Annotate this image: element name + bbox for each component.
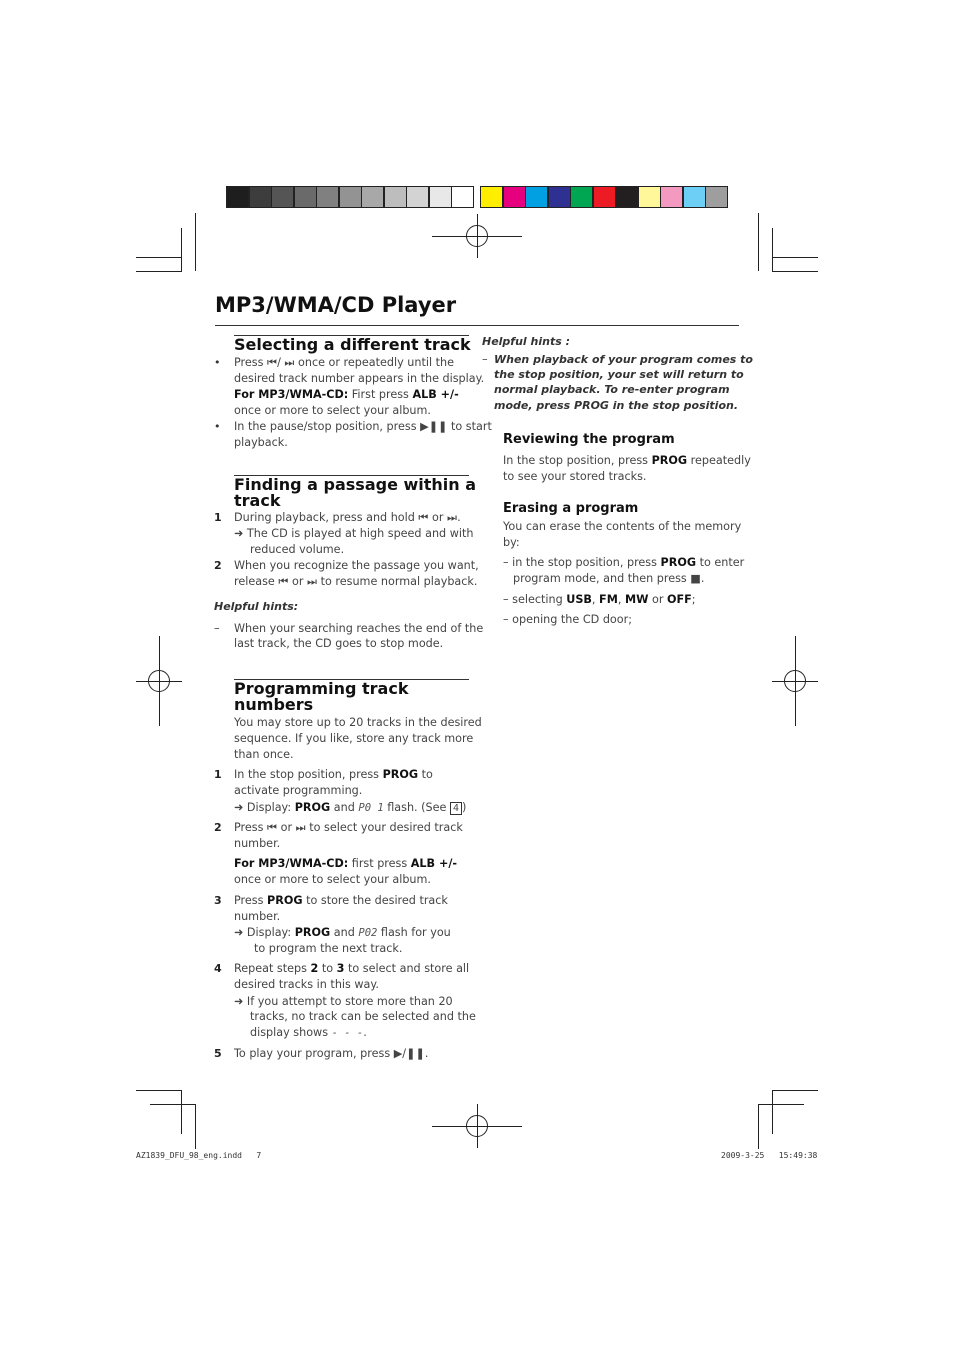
body-line: – in the stop position, press PROG to enter: [503, 556, 745, 569]
color-swatch: [249, 186, 272, 208]
lcd-display-text: - - -: [331, 1027, 364, 1039]
hint-line: mode, press PROG in the stop position.: [494, 399, 739, 412]
body-line: than once.: [234, 748, 294, 761]
body-line: to program the next track.: [254, 942, 403, 955]
step-number: 4: [214, 962, 222, 975]
color-swatch: [294, 186, 317, 208]
color-swatch: [615, 186, 638, 208]
body-line: For MP3/WMA-CD: first press ALB +/-: [234, 857, 458, 870]
crop-mark: [195, 213, 196, 271]
body-line: number.: [234, 910, 281, 923]
body-line: – selecting USB, FM, MW or OFF;: [503, 593, 696, 606]
lcd-display-text: P02: [358, 927, 378, 939]
body-line: You can erase the contents of the memory: [503, 520, 742, 533]
color-swatch: [384, 186, 407, 208]
step-number: 3: [214, 894, 222, 907]
body-line: ➜ Display: PROG and P02 flash for you: [234, 926, 451, 939]
crop-mark: [136, 1090, 182, 1091]
body-line: In the stop position, press PROG to: [234, 768, 433, 781]
crop-mark: [758, 1104, 759, 1149]
body-line: by:: [503, 536, 520, 549]
section-heading-programming: Programming track: [234, 679, 409, 698]
hint-line: the stop position, your set will return to: [494, 368, 744, 381]
crop-mark: [150, 1104, 196, 1105]
color-swatch: [316, 186, 339, 208]
section-heading-finding: Finding a passage within a: [234, 475, 477, 494]
step-number: 1: [214, 511, 222, 524]
body-line: Press ⏮/ ⏭ once or repeatedly until the: [234, 356, 454, 369]
color-swatch: [451, 186, 474, 208]
color-swatch: [705, 186, 728, 208]
registration-circle-icon: [466, 1115, 488, 1137]
registration-circle-icon: [784, 670, 806, 692]
color-swatch: [683, 186, 706, 208]
step-number: 5: [214, 1047, 222, 1060]
body-line: When you recognize the passage you want,: [234, 559, 479, 572]
step-number: 2: [214, 821, 222, 834]
body-line: last track, the CD goes to stop mode.: [234, 637, 444, 650]
registration-circle-icon: [466, 225, 488, 247]
color-swatch: [406, 186, 429, 208]
section-heading-selecting: Selecting a different track: [234, 335, 471, 354]
body-line: display shows - - -.: [250, 1026, 367, 1039]
section-heading-finding: track: [234, 491, 281, 510]
bullet-icon: •: [214, 356, 221, 369]
body-line: You may store up to 20 tracks in the desired: [234, 716, 482, 729]
hint-line: When playback of your program comes to: [494, 353, 753, 366]
body-line: once or more to select your album.: [234, 404, 431, 417]
body-line: – opening the CD door;: [503, 613, 632, 626]
body-line: ➜ If you attempt to store more than 20: [234, 995, 453, 1008]
color-swatch: [548, 186, 571, 208]
body-line: During playback, press and hold ⏮ or ⏭.: [234, 511, 461, 524]
body-line: release ⏮ or ⏭ to resume normal playback.: [234, 575, 478, 588]
subheading-reviewing: Reviewing the program: [503, 432, 675, 447]
crop-mark: [772, 228, 773, 272]
body-line: program mode, and then press ■.: [513, 572, 705, 585]
body-line: desired track number appears in the display.: [234, 372, 485, 385]
body-line: desired tracks in this way.: [234, 978, 379, 991]
body-line: ➜ The CD is played at high speed and with: [234, 527, 474, 540]
hints-label: Helpful hints :: [482, 335, 570, 348]
footer-slug-right: 2009-3-25 15:49:38: [721, 1151, 818, 1160]
color-swatch: [271, 186, 294, 208]
body-line: reduced volume.: [250, 543, 345, 556]
registration-circle-icon: [148, 670, 170, 692]
color-swatch: [429, 186, 452, 208]
crop-mark: [181, 228, 182, 272]
body-line: Press ⏮ or ⏭ to select your desired track: [234, 821, 463, 834]
bullet-icon: •: [214, 420, 221, 433]
hint-dash: –: [482, 353, 488, 366]
body-line: playback.: [234, 436, 288, 449]
title-rule: [215, 325, 739, 326]
body-line: Repeat steps 2 to 3 to select and store all: [234, 962, 470, 975]
crop-mark: [758, 213, 759, 271]
crop-mark: [181, 1090, 182, 1134]
lcd-display-text: P0 1: [358, 802, 384, 814]
crop-mark: [758, 1104, 804, 1105]
body-line: tracks, no track can be selected and the: [250, 1010, 476, 1023]
body-line: In the pause/stop position, press ▶❚❚ to start: [234, 420, 492, 433]
crop-mark: [772, 271, 818, 272]
subheading-erasing: Erasing a program: [503, 501, 639, 516]
color-swatch: [570, 186, 593, 208]
body-line: To play your program, press ▶/❚❚.: [234, 1047, 429, 1060]
color-swatch: [226, 186, 249, 208]
color-swatch: [339, 186, 362, 208]
color-swatch: [480, 186, 503, 208]
crop-mark: [195, 1104, 196, 1149]
footer-slug-left: AZ1839_DFU_98_eng.indd 7: [136, 1151, 262, 1160]
body-line: ➜ Display: PROG and P0 1 flash. (See 4 ): [234, 801, 467, 814]
section-heading-programming: numbers: [234, 695, 314, 714]
page-title: MP3/WMA/CD Player: [215, 293, 457, 317]
crop-mark: [772, 1090, 818, 1091]
hint-line: normal playback. To re-enter program: [494, 383, 730, 396]
body-line: In the stop position, press PROG repeatedly: [503, 454, 751, 467]
color-swatch: [593, 186, 616, 208]
body-line: When your searching reaches the end of the: [234, 622, 484, 635]
body-line: For MP3/WMA-CD: First press ALB +/-: [234, 388, 459, 401]
color-swatch: [525, 186, 548, 208]
step-number: 1: [214, 768, 222, 781]
body-line: once or more to select your album.: [234, 873, 431, 886]
crop-mark: [772, 1090, 773, 1134]
hints-label: Helpful hints:: [214, 600, 299, 613]
body-line: activate programming.: [234, 784, 363, 797]
crop-mark: [136, 257, 182, 258]
crop-mark: [772, 257, 818, 258]
reference-box: 4: [450, 802, 462, 815]
body-line: to see your stored tracks.: [503, 470, 647, 483]
body-line: number.: [234, 837, 281, 850]
color-swatch: [503, 186, 526, 208]
body-line: Press PROG to store the desired track: [234, 894, 448, 907]
step-number: 2: [214, 559, 222, 572]
color-swatch: [660, 186, 683, 208]
crop-mark: [136, 271, 182, 272]
body-line: sequence. If you like, store any track more: [234, 732, 474, 745]
hint-dash: –: [214, 622, 220, 635]
color-swatch: [361, 186, 384, 208]
color-swatch: [638, 186, 661, 208]
